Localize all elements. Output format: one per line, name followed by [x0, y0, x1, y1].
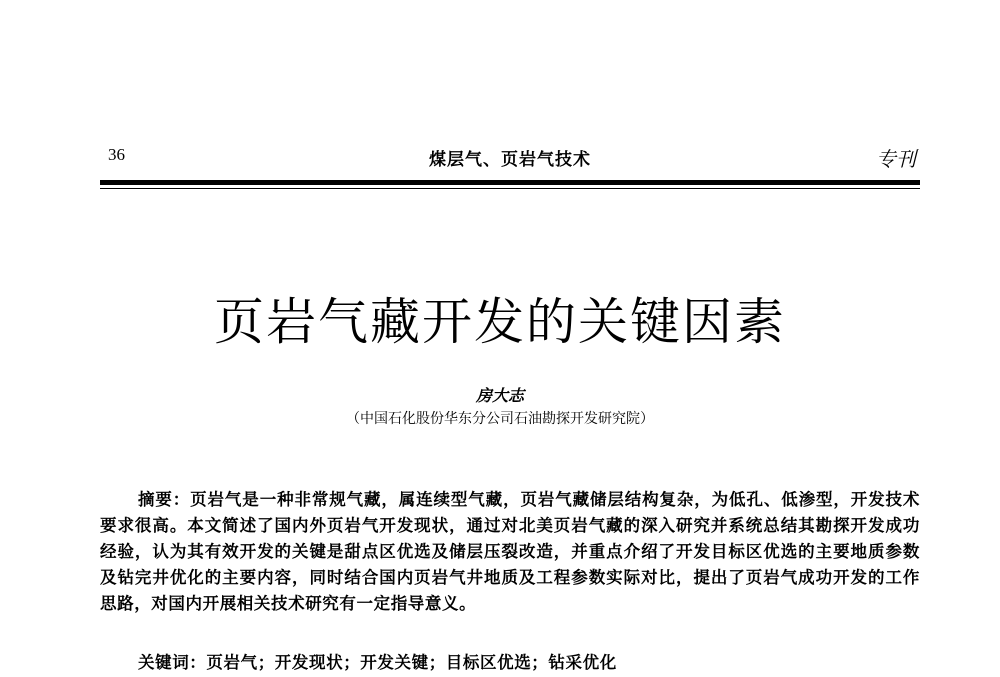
- header-rule-thin: [100, 188, 920, 189]
- running-header: [100, 143, 920, 175]
- running-title: 煤层气、页岩气技术: [429, 150, 591, 170]
- author-name: 房大志: [475, 386, 524, 405]
- page-number: 36: [108, 145, 125, 164]
- keywords-line: 关键词：页岩气；开发现状；开发关键；目标区优选；钻采优化: [138, 653, 617, 672]
- article-title: 页岩气藏开发的关键因素: [214, 293, 786, 351]
- abstract-paragraph: 摘要：页岩气是一种非常规气藏，属连续型气藏，页岩气藏储层结构复杂，为低孔、低渗型，开发技术要求很高。本文简述了国内外页岩气开发现状，通过对北美页岩气藏的深入研究并系统总结其勘探开发成功经验，认为其有效开发的关键是甜点区优选及储层压裂改造，并重点介绍了开发目标区优选的主要地质参数及钻完井优化的主要内容，同时结合国内页岩气井地质及工程参数实际对比，提出了页岩气成功开发的工作思路，对国内开展相关技术研究有一定指导意义。: [100, 490, 920, 613]
- header-rule-thick: [100, 180, 920, 185]
- author-affiliation: （中国石化股份华东分公司石油勘探开发研究院）: [346, 411, 654, 427]
- issue-label: 专刊: [876, 147, 916, 171]
